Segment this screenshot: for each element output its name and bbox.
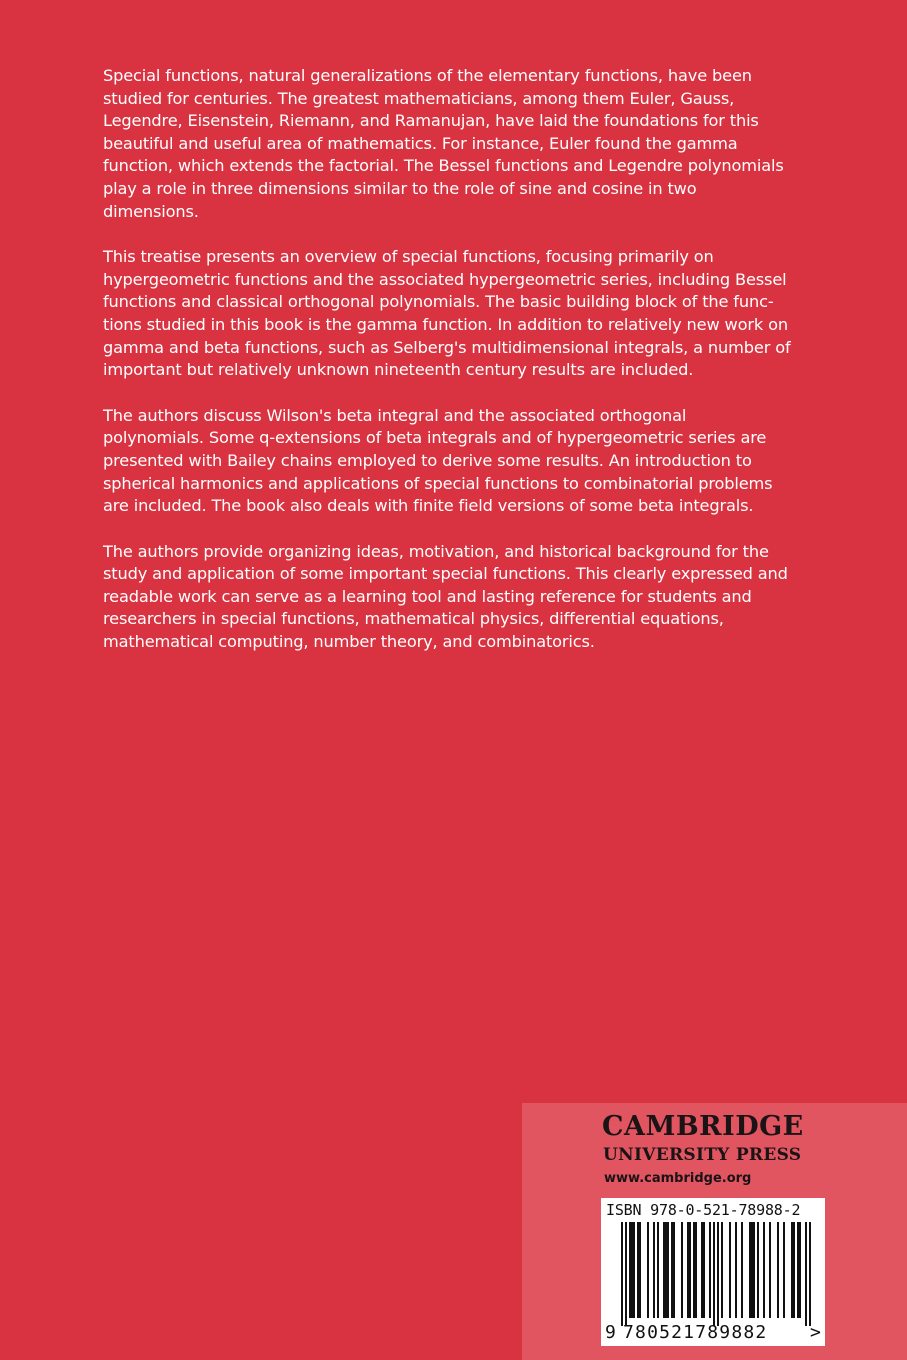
blurb-line: function, which extends the factorial. The Bessel functions and Legendre polynomials xyxy=(103,156,784,176)
barcode-bar xyxy=(667,1222,669,1318)
barcode-bar xyxy=(793,1222,795,1318)
barcode-bar xyxy=(693,1222,695,1318)
blurb-line: Legendre, Eisenstein, Riemann, and Ramanujan, have laid the foundations for this xyxy=(103,111,759,131)
blurb-line: tions studied in this book is the gamma function. In addition to relatively new work on xyxy=(103,314,788,334)
barcode-bar xyxy=(671,1222,673,1318)
barcode-bar xyxy=(735,1222,737,1318)
blurb-line: important but relatively unknown nineteenth century results are included. xyxy=(103,360,694,380)
barcode-bar xyxy=(689,1222,691,1318)
blurb-line: The authors discuss Wilson's beta integral and the associated orthogonal xyxy=(103,405,687,425)
blurb-line: The authors provide organizing ideas, motivation, and historical background for the xyxy=(103,541,769,561)
blurb-line: are included. The book also deals with finite field versions of some beta integrals. xyxy=(103,496,754,516)
barcode-bar xyxy=(653,1222,655,1318)
blurb-line: functions and classical orthogonal polynomials. The basic building block of the func- xyxy=(103,292,774,312)
blurb-line: play a role in three dimensions similar to the role of sine and cosine in two xyxy=(103,178,697,198)
barcode-bar xyxy=(703,1222,705,1318)
barcode-bar xyxy=(769,1222,771,1318)
barcode-guard-bar xyxy=(717,1222,719,1326)
blurb-paragraph-1 xyxy=(103,65,803,223)
barcode-bar xyxy=(791,1222,793,1318)
barcode-guard-bar xyxy=(713,1222,715,1326)
blurb-line: researchers in special functions, mathematical physics, differential equations, xyxy=(103,609,724,629)
barcode-bar xyxy=(687,1222,689,1318)
blurb-line: polynomials. Some q-extensions of beta integrals and of hypergeometric series are xyxy=(103,428,767,448)
barcode-bar xyxy=(681,1222,683,1318)
barcode-bar xyxy=(633,1222,635,1318)
barcode-bar xyxy=(753,1222,755,1318)
publisher-subtitle: UNIVERSITY PRESS xyxy=(603,1145,802,1165)
publisher-name: CAMBRIDGE xyxy=(602,1111,804,1142)
blurb-line: presented with Bailey chains employed to derive some results. An introduction to xyxy=(103,450,752,470)
barcode-bar xyxy=(783,1222,785,1318)
blurb-line: studied for centuries. The greatest mathematicians, among them Euler, Gauss, xyxy=(103,88,735,108)
barcode-bar xyxy=(757,1222,759,1318)
blurb-line: This treatise presents an overview of special functions, focusing primarily on xyxy=(103,247,714,267)
barcode-bar xyxy=(797,1222,799,1318)
blurb-line: mathematical computing, number theory, and combinatorics. xyxy=(103,632,595,652)
isbn-barcode xyxy=(601,1198,825,1346)
blurb-line: readable work can serve as a learning tool and lasting reference for students and xyxy=(103,586,752,606)
isbn-label: ISBN 978-0-521-78988-2 xyxy=(606,1201,801,1219)
barcode-bar xyxy=(647,1222,649,1318)
barcode-bar xyxy=(663,1222,665,1318)
barcode-digits: 780521789882 xyxy=(623,1322,768,1343)
barcode-bar xyxy=(657,1222,659,1318)
barcode-end-marker: > xyxy=(810,1322,821,1343)
barcode-bar xyxy=(673,1222,675,1318)
barcode-bar xyxy=(763,1222,765,1318)
barcode-bar xyxy=(799,1222,801,1318)
blurb-line: Special functions, natural generalizations of the elementary functions, have been xyxy=(103,66,752,85)
barcode-bar xyxy=(709,1222,711,1318)
barcode-bar xyxy=(665,1222,667,1318)
blurb-line: beautiful and useful area of mathematics. For instance, Euler found the gamma xyxy=(103,133,738,153)
barcode-bar xyxy=(639,1222,641,1318)
back-cover-blurb xyxy=(103,65,803,677)
blurb-paragraph-2 xyxy=(103,246,803,382)
barcode-bar xyxy=(751,1222,753,1318)
blurb-line: spherical harmonics and applications of special functions to combinatorial problems xyxy=(103,473,773,493)
barcode-bar xyxy=(729,1222,731,1318)
blurb-line: dimensions. xyxy=(103,201,199,221)
barcode-lead-digit: 9 xyxy=(605,1322,616,1343)
barcode-bar xyxy=(701,1222,703,1318)
barcode-bar xyxy=(721,1222,723,1318)
barcode-guard-bar xyxy=(621,1222,623,1326)
barcode-bar xyxy=(695,1222,697,1318)
blurb-line: hypergeometric functions and the associated hypergeometric series, including Bessel xyxy=(103,269,787,289)
barcode-guard-bar xyxy=(805,1222,807,1326)
barcode-bar xyxy=(749,1222,751,1318)
barcode-bar xyxy=(631,1222,633,1318)
barcode-guard-bar xyxy=(809,1222,811,1326)
barcode-bar xyxy=(629,1222,631,1318)
blurb-line: gamma and beta functions, such as Selberg's multidimensional integrals, a number of xyxy=(103,337,791,357)
blurb-paragraph-3 xyxy=(103,405,803,518)
barcode-guard-bar xyxy=(625,1222,627,1326)
barcode-bar xyxy=(741,1222,743,1318)
blurb-paragraph-4 xyxy=(103,541,803,654)
barcode-bar xyxy=(637,1222,639,1318)
barcode-bar xyxy=(777,1222,779,1318)
blurb-line: study and application of some important special functions. This clearly expressed and xyxy=(103,564,788,584)
publisher-website: www.cambridge.org xyxy=(604,1171,752,1186)
